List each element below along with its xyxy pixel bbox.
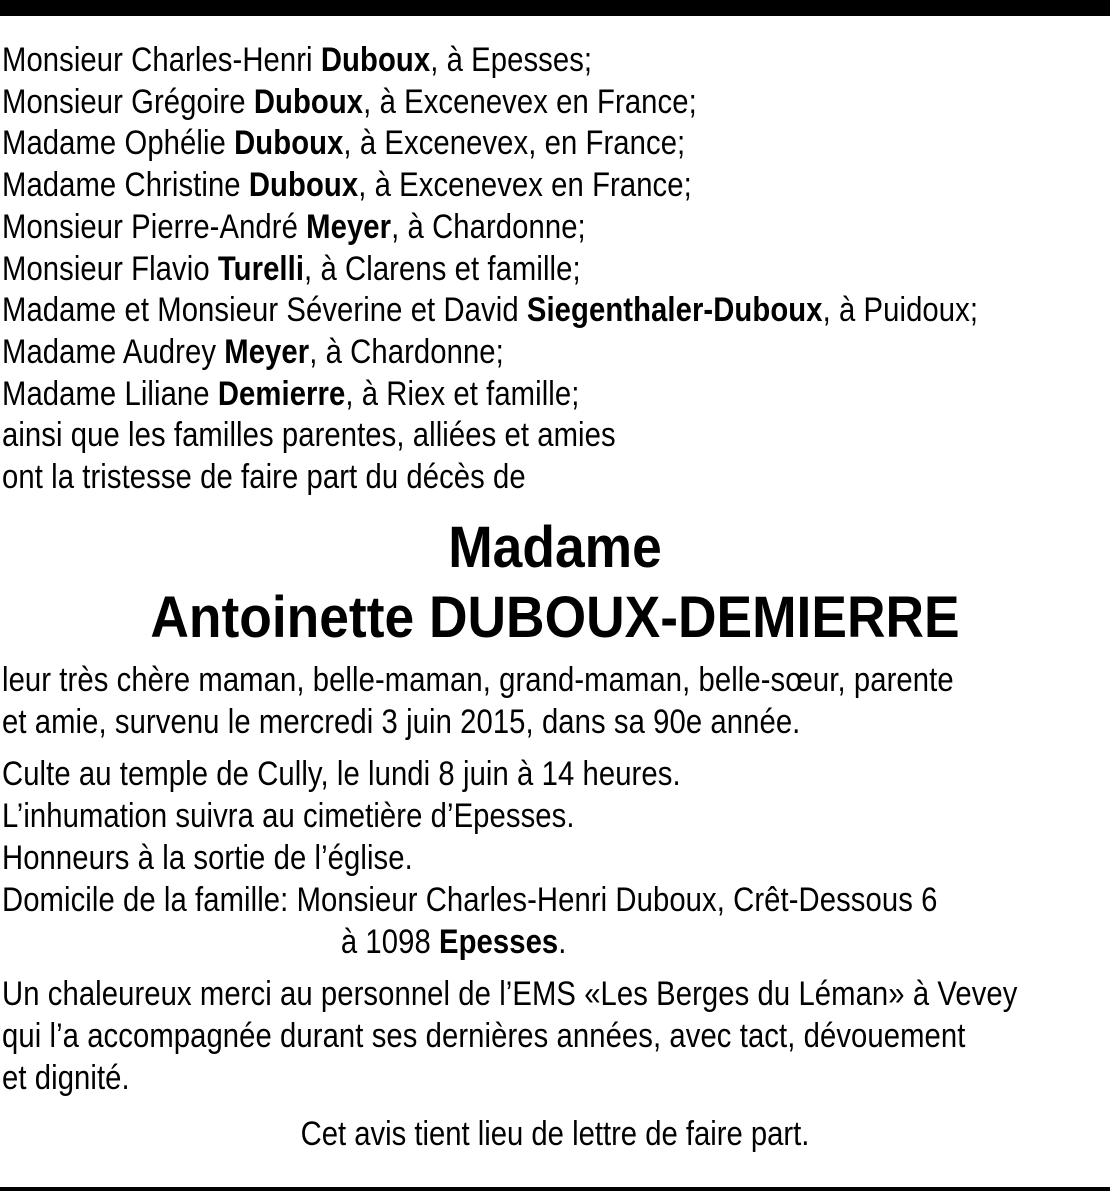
mourner-line: Monsieur Charles-Henri Duboux, à Epesses; (2, 41, 593, 79)
mourner-line: Monsieur Grégoire Duboux, à Excenevex en France; (2, 82, 697, 121)
domicile-line (2, 879, 953, 921)
mourner-line: Monsieur Flavio Turelli, à Clarens et famille; (2, 249, 581, 288)
thanks-line: et dignité. (2, 1058, 130, 1097)
bottom-rule (0, 1187, 1110, 1191)
deceased-block (2, 513, 1108, 653)
description-line: et amie, survenu le mercredi 3 juin 2015, dans sa 90e année. (2, 702, 801, 741)
domicile-locality: à 1098 Epesses. (340, 922, 567, 961)
mourner-line: Madame Audrey Meyer, à Chardonne; (2, 332, 504, 371)
mourner-line: Madame Ophélie Duboux, à Excenevex, en France; (2, 124, 686, 163)
obituary-notice (2, 40, 1108, 1155)
ceremony-line: Honneurs à la sortie de l’église. (2, 838, 413, 877)
mourner-line: Madame Christine Duboux, à Excenevex en France; (2, 166, 692, 205)
ceremony-line: Culte au temple de Cully, le lundi 8 juin à 14 heures. (2, 754, 681, 793)
ceremony-paragraph (2, 753, 1108, 963)
thanks-line: Un chaleureux merci au personnel de l’EMS «Les Berges du Léman» à Vevey (2, 974, 1018, 1013)
thanks-paragraph (2, 973, 1108, 1099)
mourner-line: Monsieur Pierre-André Meyer, à Chardonne; (2, 207, 586, 246)
mourner-line: Madame et Monsieur Séverine et David Siegenthaler-Duboux, à Puidoux; (2, 291, 979, 330)
intro-line: ainsi que les familles parentes, alliées et amies (2, 416, 616, 455)
domicile-label: Domicile de la famille: (2, 880, 289, 919)
description-paragraph (2, 659, 1108, 743)
intro-line: ont la tristesse de faire part du décès de (2, 458, 526, 497)
description-line: leur très chère maman, belle-maman, grand-maman, belle-sœur, parente (2, 660, 954, 699)
top-rule (0, 0, 1110, 16)
deceased-title: Madame (448, 514, 662, 580)
domicile-address: Monsieur Charles-Henri Duboux, Crêt-Dessous 6 (296, 880, 938, 919)
ceremony-line: L’inhumation suivra au cimetière d’Epesses. (2, 796, 575, 835)
mourners-list (2, 40, 1108, 415)
closing-note: Cet avis tient lieu de lettre de faire part. (300, 1114, 810, 1153)
thanks-line: qui l’a accompagnée durant ses dernières années, avec tact, dévouement (2, 1016, 966, 1055)
mourner-line: Madame Liliane Demierre, à Riex et famille; (2, 374, 580, 413)
deceased-name: Antoinette DUBOUX-DEMIERRE (150, 584, 960, 650)
